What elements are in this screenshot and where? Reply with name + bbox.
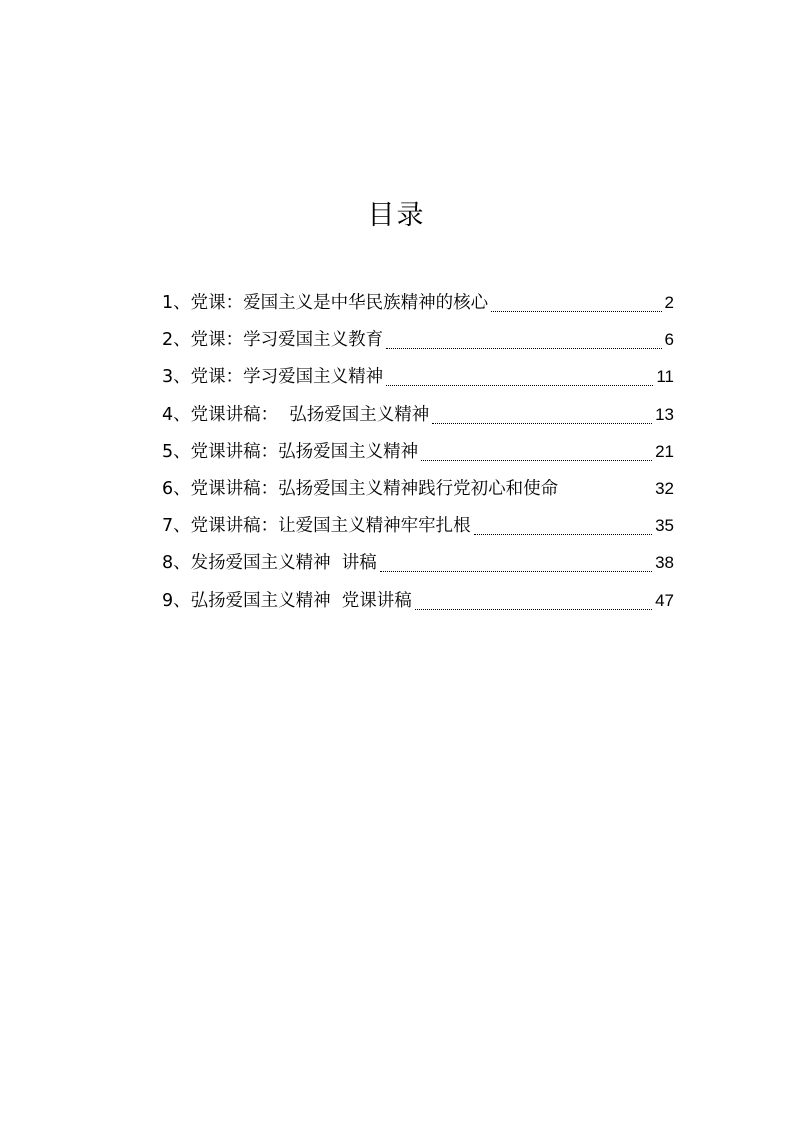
page-title: 目录 [367, 200, 426, 231]
toc-entry-page: 13 [655, 404, 674, 424]
toc-entry-title: 党课：爱国主义是中华民族精神的核心 [190, 293, 489, 313]
toc-entry-number: 9、 [162, 590, 191, 611]
toc-dot-leader [380, 571, 652, 572]
toc-entry-number: 3、 [162, 367, 191, 388]
toc-entry-page: 38 [655, 553, 674, 573]
toc-entry-number: 7、 [162, 516, 191, 537]
toc-dot-leader [415, 609, 652, 610]
toc-dot-leader [421, 460, 652, 461]
toc-entry[interactable] [162, 470, 674, 507]
toc-entry-page: 2 [664, 293, 674, 312]
toc-entry-number: 4、 [162, 404, 191, 425]
toc-entry-number: 8、 [162, 553, 191, 574]
toc-dot-leader [386, 348, 661, 349]
toc-dot-leader [474, 534, 652, 535]
toc-entry-page: 6 [664, 330, 674, 350]
toc-entry-title: 党课讲稿：弘扬爱国主义精神践行党初心和使命 [190, 478, 559, 499]
toc-entry-title: 党课讲稿： 弘扬爱国主义精神 [190, 404, 430, 425]
toc-entry-number: 6、 [162, 478, 191, 499]
toc-entry[interactable] [162, 544, 674, 581]
toc-entry[interactable] [162, 507, 674, 544]
toc-entry-number: 1、 [162, 293, 191, 313]
toc-entry[interactable] [162, 433, 674, 470]
table-of-contents [162, 284, 674, 619]
toc-entry-page: 32 [655, 478, 674, 498]
toc-entry-title: 发扬爱国主义精神 讲稿 [190, 553, 377, 574]
toc-dot-leader [432, 423, 652, 424]
toc-entry-page: 35 [655, 516, 674, 536]
toc-entry-title: 党课讲稿：让爱国主义精神牢牢扎根 [190, 516, 471, 537]
toc-dot-leader [491, 311, 661, 312]
toc-entry[interactable] [162, 321, 674, 358]
toc-entry-number: 2、 [162, 330, 191, 351]
toc-entry-page: 47 [655, 590, 674, 610]
toc-entry-title: 党课讲稿：弘扬爱国主义精神 [190, 441, 419, 462]
toc-entry-title: 党课：学习爱国主义教育 [190, 330, 384, 351]
toc-entry[interactable] [162, 358, 674, 395]
toc-entry-page: 21 [655, 441, 674, 461]
toc-entry-title: 弘扬爱国主义精神 党课讲稿 [190, 590, 412, 611]
toc-entry[interactable] [162, 284, 674, 321]
toc-entry-page: 11 [656, 367, 674, 387]
toc-entry-title: 党课：学习爱国主义精神 [190, 367, 384, 388]
toc-entry-number: 5、 [162, 441, 191, 462]
toc-dot-leader [386, 385, 653, 386]
toc-entry[interactable] [162, 396, 674, 433]
toc-entry[interactable] [162, 582, 674, 619]
